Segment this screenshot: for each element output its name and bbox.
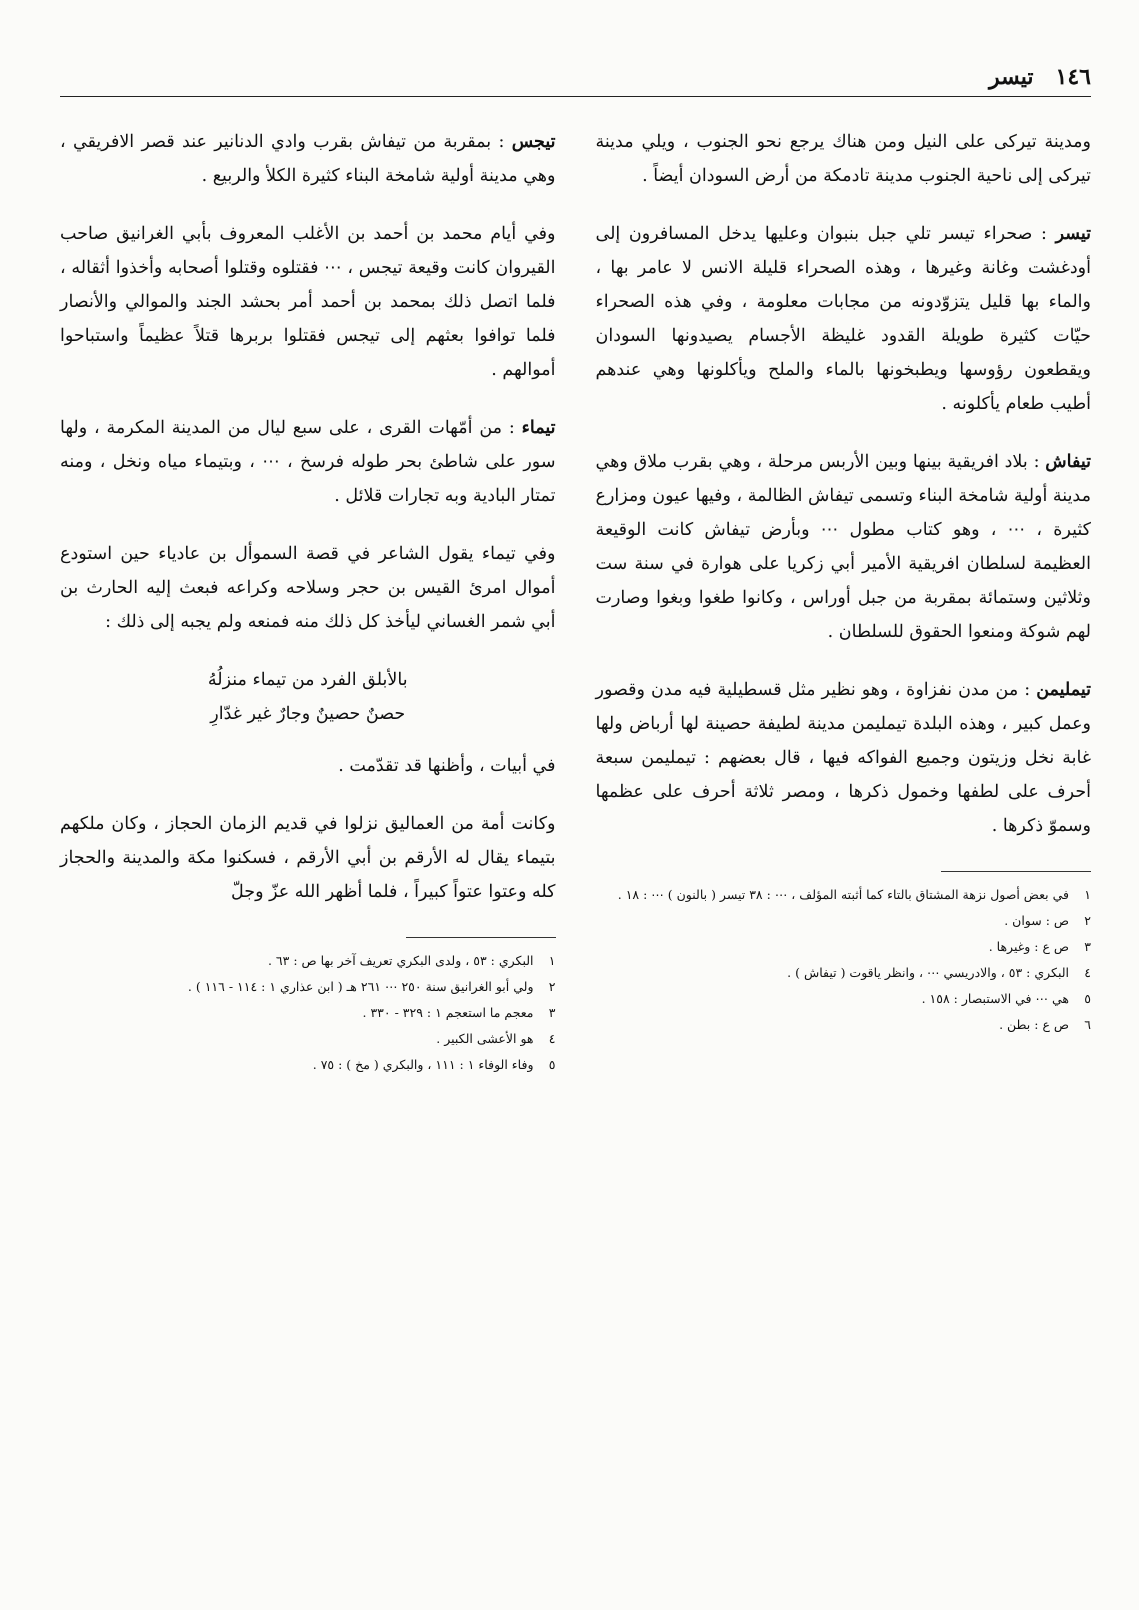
verse-line: حصنٌ حصينٌ وجارٌ غير غدّارِ [210,703,406,724]
entry: وكانت أمة من العماليق نزلوا في قديم الزمان الحجاز ، وكان ملكهم بتيماء يقال له الأرقم بن أبي الأرقم ، فسكنوا مكة والمدينة والحجاز كله وعتوا عتواً كبيراً ، فلما أظهر الله عزّ وجلّ [60,813,556,902]
entry: وفي أيام محمد بن أحمد بن الأغلب المعروف بأبي الغرانيق صاحب القيروان كانت وقيعة تيجس ، ⋯ فقتلوه وقتلوا أصحابه وأخذوا أثقاله ، فلما اتصل ذلك بمحمد بن أحمد أمر بحشد الجند والموالي والأنصار فلما توافوا بعثهم إلى تيجس فقتلوا بربرها قتلاً عظيماً واستباحوا أموالهم . [60,223,556,380]
right-column [596,107,1092,1078]
headword: تيمليمن [1036,679,1091,700]
footnote: ٣معجم ما استعجم ١ : ٣٢٩ - ٣٣٠ . [362,1004,556,1020]
footnote: ٦ص ع : بطن . [999,1016,1091,1032]
entry: تيسر : صحراء تيسر تلي جبل بنبوان وعليها يدخل المسافرون إلى أودغشت وغانة وغيرها ، وهذه الصحراء قليلة الانس لا عامر بها ، والماء بها قليل يتزوّدونه من مجابات معلومة ، وفي هذه الصحراء حيّات كثيرة طويلة القدود غليظة الأجسام يصيدونها السودان ويقطعون رؤوسها ويطبخونها بالماء والملح ويأكلونها وهي عندهم أطيب طعام يأكلونه . [595,223,1091,414]
entry: في أبيات ، وأظنها قد تقدّمت . [338,755,556,776]
footnote-divider [941,871,1091,872]
footnote: ٢ولي أبو الغرانيق سنة ٢٥٠ ⋯ ٢٦١ هـ ( ابن عذاري ١ : ١١٤ - ١١٦ ) . [187,978,556,994]
footnote: ١في بعض أصول نزهة المشتاق بالتاء كما أثبته المؤلف ، ⋯ : ٣٨ تيسر ( بالنون ) ⋯ : ١٨ . [617,886,1091,902]
text-columns [60,107,1091,1078]
entry: وفي تيماء يقول الشاعر في قصة السموأل بن عادياء حين استودع أموال امرئ القيس بن حجر وسلاحه وكراعه فبعث إليه الحارث بن أبي شمر الغساني ليأخذ كل ذلك منه فمنعه ولم يجبه إلى ذلك : [60,543,556,632]
verse-line: بالأبلق الفرد من تيماء منزلُهُ [207,669,408,690]
headword: تيفاش [1045,451,1091,472]
entry: تيجس : بمقربة من تيفاش بقرب وادي الدنانير عند قصر الافريقي ، وهي مدينة أولية شامخة البناء كثيرة الكلأ والربيع . [60,131,556,186]
footnote-divider [406,937,556,938]
entry: تيفاش : بلاد افريقية بينها وبين الأربس مرحلة ، وهي بقرب ملاق وهي مدينة أولية شامخة البناء وتسمى تيفاش الظالمة ، وفيها عيون ومزارع كثيرة ، ⋯ ، وهو كتاب مطول ⋯ وبأرض تيفاش كانت الوقيعة العظيمة لسلطان افريقية الأمير أبي زكريا على هوارة في سنة ست وثلاثين وستمائة بمقربة من جبل أوراس ، وكانوا طغوا وبغوا وصارت لهم شوكة ومنعوا الحقوق للسلطان . [595,451,1091,642]
page-title: تيسر [989,64,1034,90]
headword: تيسر [1055,223,1091,244]
entry: تيمليمن : من مدن نفزاوة ، وهو نظير مثل قسطيلية فيه مدن وقصور وعمل كبير ، وهذه البلدة تيمليمن مدينة لطيفة حصينة لها أرباض ولها غابة نخل وزيتون وجميع الفواكه فيها ، قال بعضهم : تيمليمن سبعة أحرف على لطفها وخمول ذكرها ، ومصر ثلاثة أحرف على عظمها وسموّ ذكرها . [595,679,1091,836]
footnote: ٥هي ⋯ في الاستبصار : ١٥٨ . [921,990,1091,1006]
left-column [60,107,556,1078]
footnote: ١البكري : ٥٣ ، ولدى البكري تعريف آخر بها ص : ٦٣ . [267,952,556,968]
footnote: ٥وفاء الوفاء ١ : ١١١ ، والبكري ( مخ ) : ٧٥ . [312,1056,556,1072]
footnote: ٤البكري : ٥٣ ، والادريسي ⋯ ، وانظر ياقوت ( تيفاش ) . [787,964,1091,980]
footnote: ٢ص : سوان . [1004,912,1091,928]
entry: تيماء : من أمّهات القرى ، على سبع ليال من المدينة المكرمة ، ولها سور على شاطئ بحر طوله فرسخ ، ⋯ ، وبتيماء مياه ونخل ، ومنه تمتار البادية وبه تجارات قلائل . [60,417,556,506]
headword: تيجس [511,131,556,152]
page-number: ١٤٦ [1055,64,1091,90]
footnote: ٣ص ع : وغيرها . [988,938,1091,954]
verse [60,663,556,731]
running-head [60,58,1091,97]
footnote: ٤هو الأعشى الكبير . [436,1030,556,1046]
entry: ومدينة تيركى على النيل ومن هناك يرجع نحو الجنوب ، ويلي مدينة تيركى إلى ناحية الجنوب مدينة تادمكة من أرض السودان أيضاً . [595,131,1091,186]
headword: تيماء [521,417,556,438]
